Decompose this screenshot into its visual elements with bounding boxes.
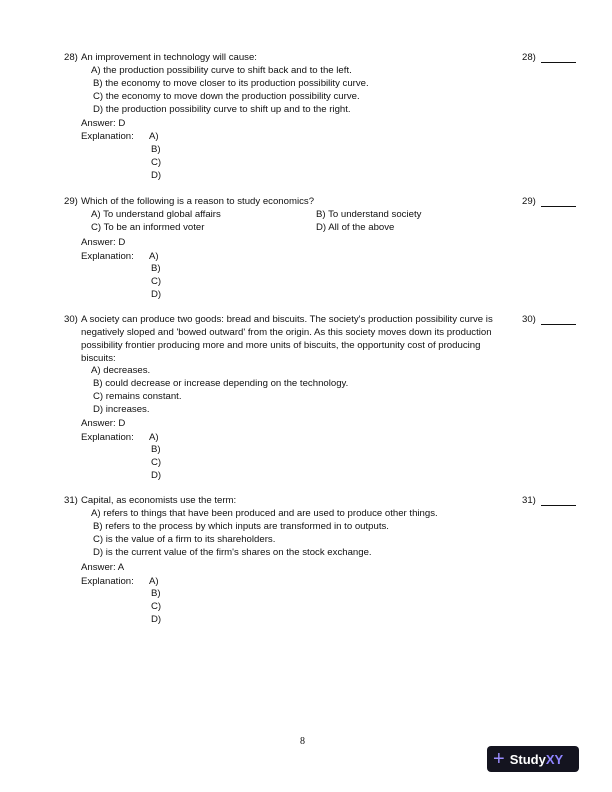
explanation-option: A) [149, 131, 159, 142]
answer-key: Answer: D [81, 118, 126, 129]
answer-option: B) refers to the process by which inputs are transformed in to outputs. [93, 521, 389, 532]
question-text: Capital, as economists use the term: [81, 495, 237, 506]
answer-option: A) the production possibility curve to shift back and to the left. [91, 65, 352, 76]
answer-blank-number: 29) [522, 196, 536, 207]
answer-option: C) remains constant. [93, 391, 182, 402]
badge-suffix: XY [545, 751, 564, 767]
answer-option: A) decreases. [91, 365, 151, 376]
question-number: 30) [64, 314, 78, 325]
answer-option: D) the production possibility curve to shift up and to the right. [93, 104, 351, 115]
answer-option: D) All of the above [316, 222, 395, 233]
answer-blank-number: 28) [522, 52, 536, 63]
explanation-option: D) [151, 470, 162, 481]
explanation-option: A) [149, 432, 159, 443]
explanation-label: Explanation: [81, 251, 134, 262]
plus-icon: + [493, 748, 505, 770]
answer-option: A) refers to things that have been produced and are used to produce other things. [91, 508, 438, 519]
explanation-option: B) [151, 144, 161, 155]
answer-key: Answer: D [81, 418, 126, 429]
question-text: A society can produce two goods: bread and biscuits. The society's production possibility curve is [81, 314, 493, 325]
explanation-option: D) [151, 289, 162, 300]
explanation-label: Explanation: [81, 131, 134, 142]
answer-option: A) To understand global affairs [91, 209, 221, 220]
answer-option: C) the economy to move down the production possibility curve. [93, 91, 360, 102]
answer-option: B) the economy to move closer to its production possibility curve. [93, 78, 369, 89]
explanation-label: Explanation: [81, 576, 134, 587]
explanation-option: B) [151, 588, 161, 599]
explanation-option: B) [151, 263, 161, 274]
question-number: 28) [64, 52, 78, 63]
answer-blank-number: 30) [522, 314, 536, 325]
answer-blank-line[interactable] [541, 206, 576, 207]
page-number: 8 [300, 736, 305, 747]
question-text: An improvement in technology will cause: [81, 52, 257, 63]
question-number: 31) [64, 495, 78, 506]
explanation-option: A) [149, 251, 159, 262]
answer-option: C) To be an informed voter [91, 222, 205, 233]
answer-key: Answer: D [81, 237, 126, 248]
explanation-option: C) [151, 157, 162, 168]
answer-option: C) is the value of a firm to its shareholders. [93, 534, 276, 545]
explanation-option: D) [151, 170, 162, 181]
answer-option: D) increases. [93, 404, 150, 415]
explanation-label: Explanation: [81, 432, 134, 443]
answer-blank-line[interactable] [541, 62, 576, 63]
answer-option: D) is the current value of the firm's shares on the stock exchange. [93, 547, 372, 558]
explanation-option: C) [151, 457, 162, 468]
explanation-option: C) [151, 276, 162, 287]
badge-prefix: Study [509, 751, 546, 767]
explanation-option: A) [149, 576, 159, 587]
answer-blank-line[interactable] [541, 505, 576, 506]
question-number: 29) [64, 196, 78, 207]
answer-key: Answer: A [81, 562, 125, 573]
question-text: biscuits: [81, 353, 116, 364]
question-text: Which of the following is a reason to study economics? [81, 196, 315, 207]
explanation-option: B) [151, 444, 161, 455]
answer-blank-number: 31) [522, 495, 536, 506]
answer-option: B) To understand society [316, 209, 422, 220]
question-text: possibility frontier producing more and more units of biscuits, the opportunity cost of producing [81, 340, 481, 351]
explanation-option: D) [151, 614, 162, 625]
studyxy-logo-badge[interactable] [487, 746, 579, 772]
question-text: negatively sloped and 'bowed outward' from the origin. As this society moves down its production [81, 327, 492, 338]
answer-option: B) could decrease or increase depending on the technology. [93, 378, 349, 389]
explanation-option: C) [151, 601, 162, 612]
answer-blank-line[interactable] [541, 324, 576, 325]
